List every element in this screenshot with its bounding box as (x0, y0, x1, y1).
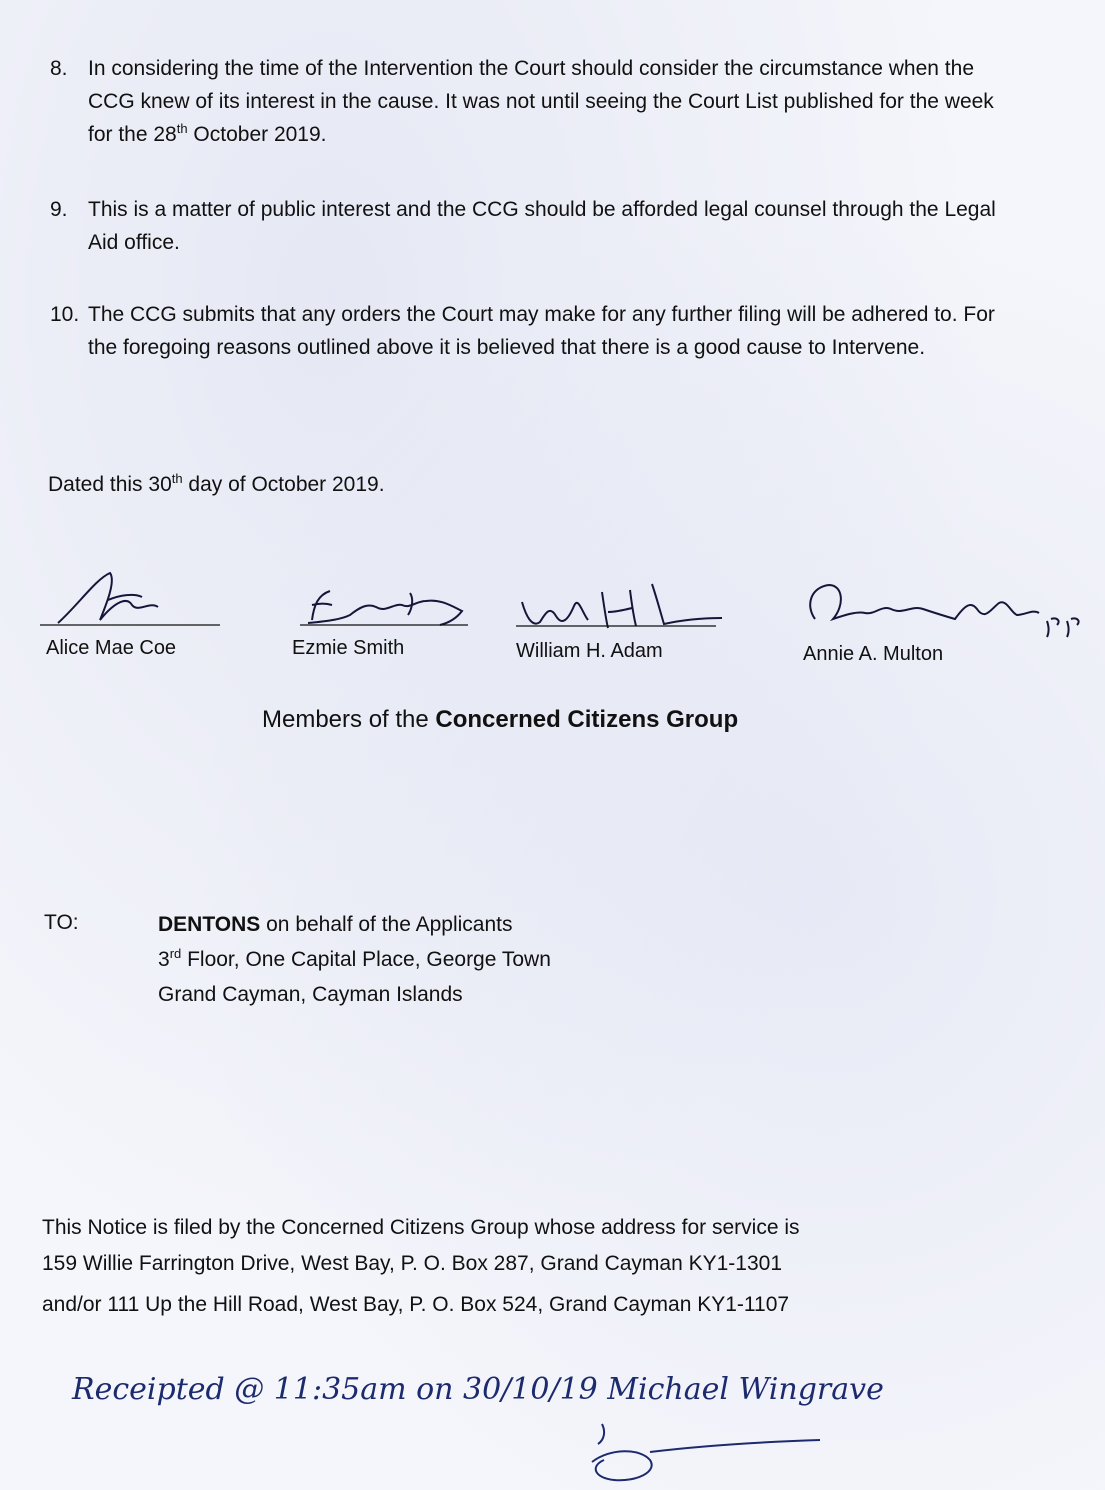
paragraph-text: This is a matter of public interest and the CCG should be afforded legal counsel through the Legal Aid office. (88, 198, 996, 254)
signatory-name: William H. Adam (516, 640, 663, 662)
signature-image (795, 575, 1095, 639)
signatory-name: Alice Mae Coe (46, 637, 177, 659)
recipient-address-1: 3rd Floor, One Capital Place, George Town (158, 946, 551, 971)
filed-line-2: 159 Willie Farrington Drive, West Bay, P. O. Box 287, Grand Cayman KY1-1301 (42, 1252, 783, 1275)
recipient-address-2: Grand Cayman, Cayman Islands (158, 983, 463, 1006)
handwritten-receipt-note: Receipted @ 11:35am on 30/10/19 Michael Wingrave (72, 1372, 884, 1407)
dated-line: Dated this 30th day of October 2019. (48, 471, 385, 496)
paragraph-number: 10. (50, 303, 80, 326)
filed-line-3: and/or 111 Up the Hill Road, West Bay, P. O. Box 524, Grand Cayman KY1-1107 (42, 1293, 790, 1316)
filed-line-1: This Notice is filed by the Concerned Citizens Group whose address for service is (42, 1216, 800, 1239)
paragraph-number: 8. (50, 57, 68, 80)
paragraph-text: In considering the time of the Intervention the Court should consider the circumstance when the CCG knew of its interest in the cause. It was not until seeing the Court List published for the week for the 28th October 2019. (88, 57, 994, 146)
receipt-initial-mark (580, 1418, 840, 1488)
signature-image (512, 572, 732, 636)
paragraph-number: 9. (50, 198, 68, 221)
signatory-name: Ezmie Smith (292, 637, 405, 659)
recipient-line: DENTONS on behalf of the Applicants (158, 913, 513, 936)
signature-image (38, 565, 228, 635)
paragraph-text: The CCG submits that any orders the Court may make for any further filing will be adhered to. For the foregoing reasons outlined above it is believed that there is a good cause to Intervene. (88, 303, 995, 359)
members-caption: Members of the Concerned Citizens Group (262, 706, 739, 733)
signatory-name: Annie A. Multon (803, 643, 944, 665)
signature-image (290, 575, 480, 635)
to-label: TO: (44, 911, 79, 934)
